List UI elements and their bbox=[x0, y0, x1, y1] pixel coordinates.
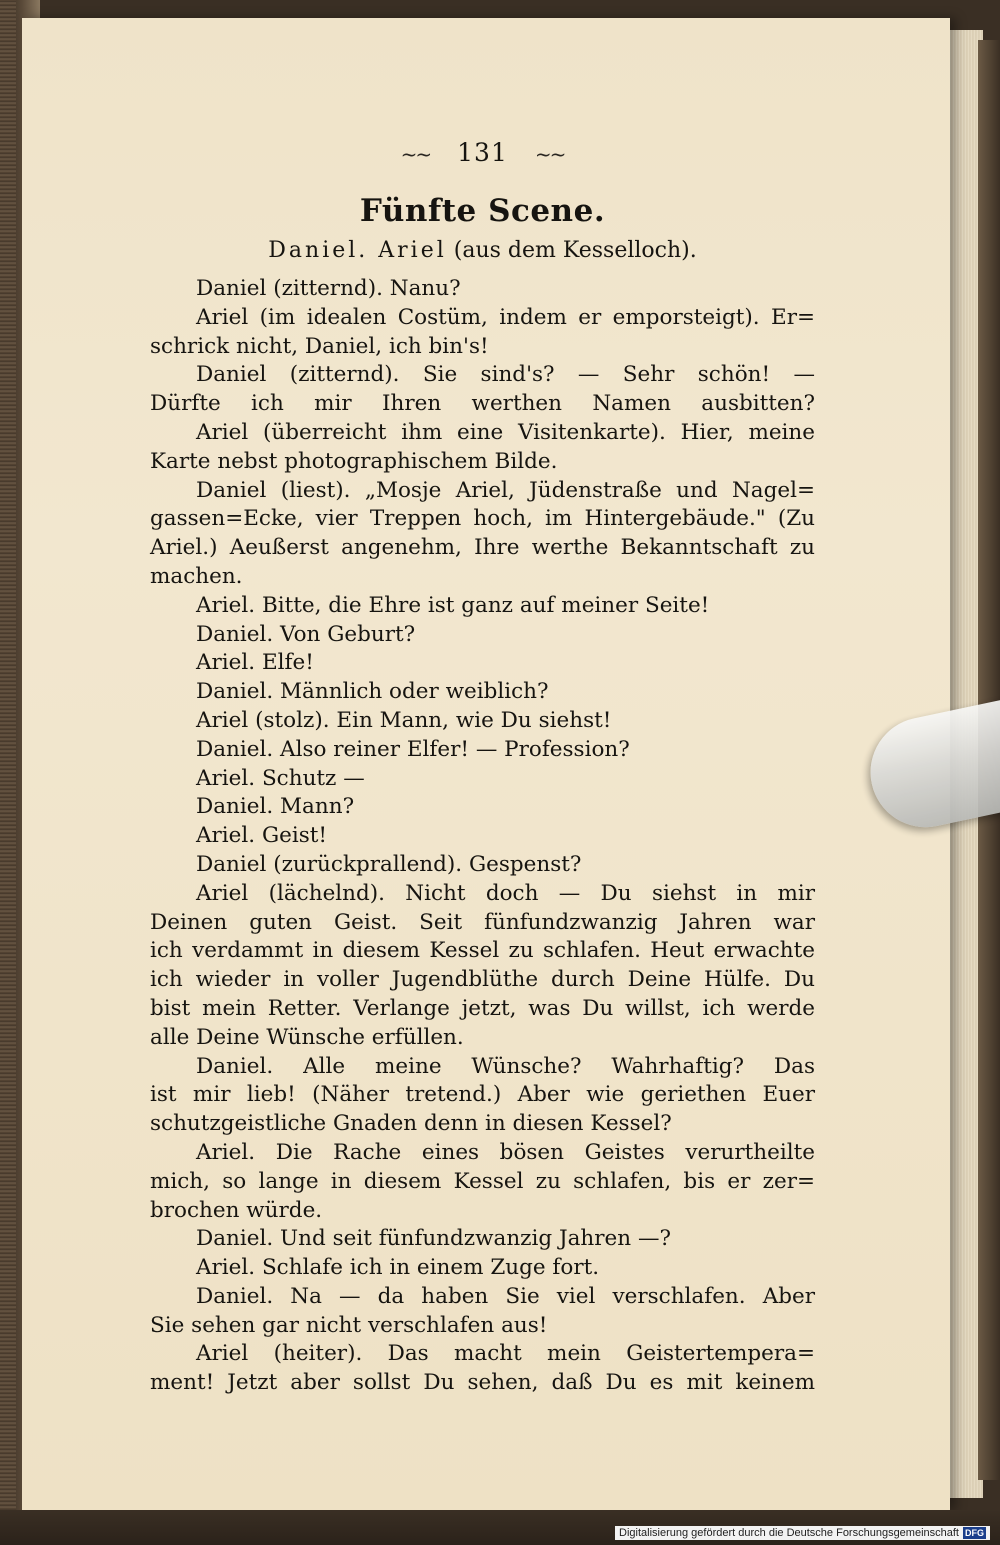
text-line: Daniel. Mann? bbox=[196, 794, 355, 820]
text-line: Daniel. Von Geburt? bbox=[196, 621, 416, 647]
text-line: gassen=Ecke, vier Treppen hoch, im Hintergebäude." (Zu bbox=[150, 506, 815, 532]
text-line: Ariel (lächelnd). Nicht doch — Du siehst in mir bbox=[196, 880, 815, 906]
ornament-left: ~~ bbox=[400, 142, 431, 166]
text-line: Daniel (zurückprallend). Gespenst? bbox=[196, 851, 582, 877]
book-spine bbox=[0, 0, 16, 1545]
dfg-logo: DFG bbox=[965, 1528, 984, 1538]
funding-note bbox=[615, 1526, 990, 1540]
text-line: schutzgeistliche Gnaden denn in diesen Kessel? bbox=[150, 1111, 672, 1137]
text-line: ich verdammt in diesem Kessel zu schlafen. Heut erwachte bbox=[150, 938, 815, 964]
text-line: Daniel (liest). „Mosje Ariel, Jüdenstraße und Nagel= bbox=[196, 477, 815, 503]
text-line: Karte nebst photographischem Bilde. bbox=[150, 448, 558, 474]
text-line: machen. bbox=[150, 563, 243, 589]
text-line: Ariel (stolz). Ein Mann, wie Du siehst! bbox=[196, 707, 612, 733]
text-line: Daniel (zitternd). Nanu? bbox=[196, 276, 461, 301]
page-content bbox=[150, 138, 815, 1398]
text-line: schrick nicht, Daniel, ich bin's! bbox=[150, 333, 489, 359]
text-line: brochen würde. bbox=[150, 1197, 323, 1223]
stage-direction: (aus dem Kesselloch). bbox=[453, 238, 697, 263]
page-number: 131 bbox=[457, 138, 508, 167]
text-line: Ariel. Schutz — bbox=[196, 765, 365, 791]
text-line: alle Deine Wünsche erfüllen. bbox=[150, 1024, 464, 1050]
text-line: Daniel. Alle meine Wünsche? Wahrhaftig? Das bbox=[196, 1053, 815, 1079]
text-line: Ariel (überreicht ihm eine Visitenkarte). Hier, meine bbox=[196, 419, 815, 445]
text-line: Ariel (im idealen Costüm, indem er emporsteigt). Er= bbox=[196, 304, 815, 330]
text-line: Dürfte ich mir Ihren werthen Namen ausbitten? bbox=[150, 391, 815, 417]
text-line: Deinen guten Geist. Seit fünfundzwanzig Jahren war bbox=[150, 909, 815, 935]
text-line: Ariel. Schlafe ich in einem Zuge fort. bbox=[196, 1255, 600, 1281]
text-line: Daniel. Also reiner Elfer! — Profession? bbox=[196, 736, 630, 762]
text-line: ist mir lieb! (Näher tretend.) Aber wie geriethen Euer bbox=[150, 1082, 815, 1108]
text-line: Daniel. Männlich oder weiblich? bbox=[196, 679, 549, 705]
funding-text: Digitalisierung gefördert durch die Deutsche Forschungsgemeinschaft bbox=[619, 1527, 959, 1539]
page-header bbox=[150, 138, 815, 169]
text-line: Ariel. Bitte, die Ehre ist ganz auf meiner Seite! bbox=[196, 592, 710, 618]
text-line: Daniel. Und seit fünfundzwanzig Jahren —? bbox=[196, 1226, 671, 1252]
ornament-right: ~~ bbox=[534, 142, 565, 166]
character-names: Daniel. Ariel bbox=[268, 238, 447, 263]
scene-characters bbox=[150, 235, 815, 267]
text-line: Ariel. Elfe! bbox=[196, 650, 314, 676]
text-line: ich wieder in voller Jugendblüthe durch Deine Hülfe. Du bbox=[150, 967, 815, 993]
text-line: ment! Jetzt aber sollst Du sehen, daß Du es mit keinem bbox=[150, 1370, 815, 1396]
text-line: Daniel (zitternd). Sie sind's? — Sehr schön! — bbox=[196, 362, 815, 388]
text-line: Ariel. Geist! bbox=[196, 823, 328, 849]
text-line: Daniel. Na — da haben Sie viel verschlafen. Aber bbox=[196, 1283, 815, 1309]
text-line: Sie sehen gar nicht verschlafen aus! bbox=[150, 1312, 548, 1338]
text-line: mich, so lange in diesem Kessel zu schlafen, bis er zer= bbox=[150, 1168, 815, 1194]
text-line: bist mein Retter. Verlange jetzt, was Du willst, ich werde bbox=[150, 995, 815, 1021]
text-line: Ariel.) Aeußerst angenehm, Ihre werthe Bekanntschaft zu bbox=[150, 535, 815, 561]
text-body bbox=[150, 275, 815, 1398]
scene-title: Fünfte Scene. bbox=[359, 193, 606, 229]
text-line: Ariel (heiter). Das macht mein Geistertempera= bbox=[196, 1341, 815, 1367]
text-line: Ariel. Die Rache eines bösen Geistes verurtheilte bbox=[196, 1139, 815, 1165]
